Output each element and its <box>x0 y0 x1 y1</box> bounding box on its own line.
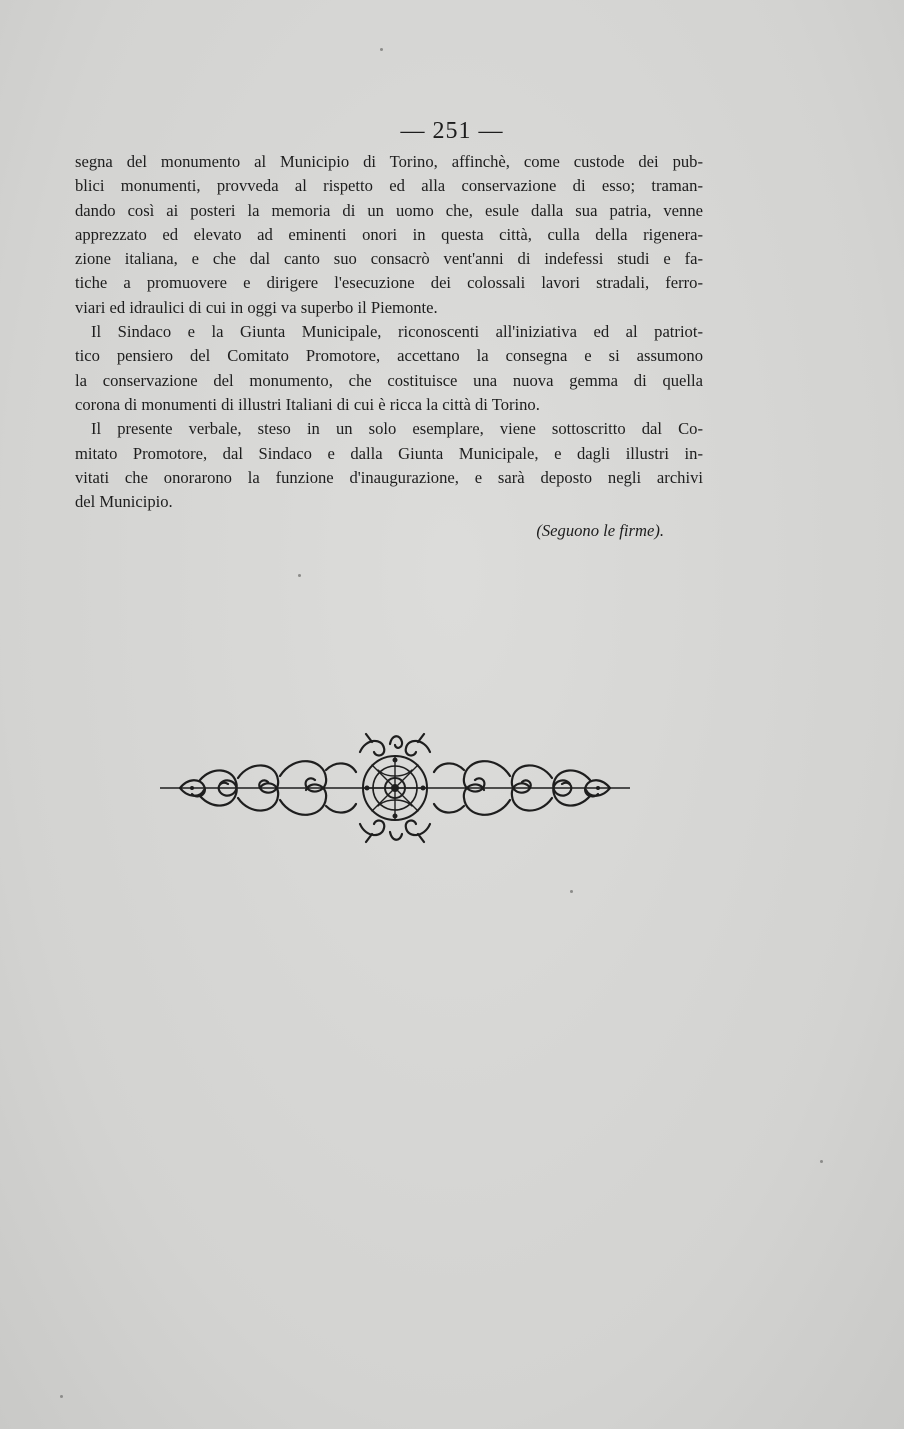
text-line: corona di monumenti di illustri Italiani di cui è ricca la città di Torino. <box>75 394 540 414</box>
text-line: Il Sindaco e la Giunta Municipale, riconoscenti all'iniziativa ed al patriot- <box>91 322 703 342</box>
signature-note: (Seguono le firme). <box>536 521 664 540</box>
text-line: apprezzato ed elevato ad eminenti onori in questa città, culla della rigenera- <box>75 224 703 244</box>
page-number: — 251 — <box>400 118 504 144</box>
paper-speck <box>60 1395 63 1398</box>
paragraph-2 <box>75 320 703 417</box>
text-line: Il presente verbale, steso in un solo esemplare, viene sottoscritto dal Co- <box>91 419 703 439</box>
paper-speck <box>820 1160 823 1163</box>
paragraph-3 <box>75 417 703 514</box>
text-line: tico pensiero del Comitato Promotore, accettano la consegna e si assumono <box>75 346 703 366</box>
text-line: mitato Promotore, dal Sindaco e dalla Giunta Municipale, e dagli illustri in- <box>75 443 703 463</box>
text-line: del Municipio. <box>75 492 173 512</box>
text-line: viari ed idraulici di cui in oggi va superbo il Piemonte. <box>75 297 438 317</box>
paper-speck <box>380 48 383 51</box>
text-line: dando così ai posteri la memoria di un uomo che, esule dalla sua patria, venne <box>75 200 703 220</box>
text-line: la conservazione del monumento, che costituisce una nuova gemma di quella <box>75 370 703 390</box>
paper-speck <box>570 890 573 893</box>
text-line: zione italiana, e che dal canto suo consacrò vent'anni di indefessi studi e fa- <box>75 249 703 269</box>
paper-speck <box>298 574 301 577</box>
body-text <box>75 150 703 514</box>
text-line: blici monumenti, provveda al rispetto ed alla conservazione di esso; traman- <box>75 176 703 196</box>
scroll-ornament-icon <box>160 730 630 845</box>
text-line: tiche a promuovere e dirigere l'esecuzione dei colossali lavori stradali, ferro- <box>75 273 703 293</box>
text-line: vitati che onorarono la funzione d'inaugurazione, e sarà deposto negli archivi <box>75 467 703 487</box>
text-line: segna del monumento al Municipio di Torino, affinchè, come custode dei pub- <box>75 152 703 171</box>
paragraph-1 <box>75 150 703 320</box>
